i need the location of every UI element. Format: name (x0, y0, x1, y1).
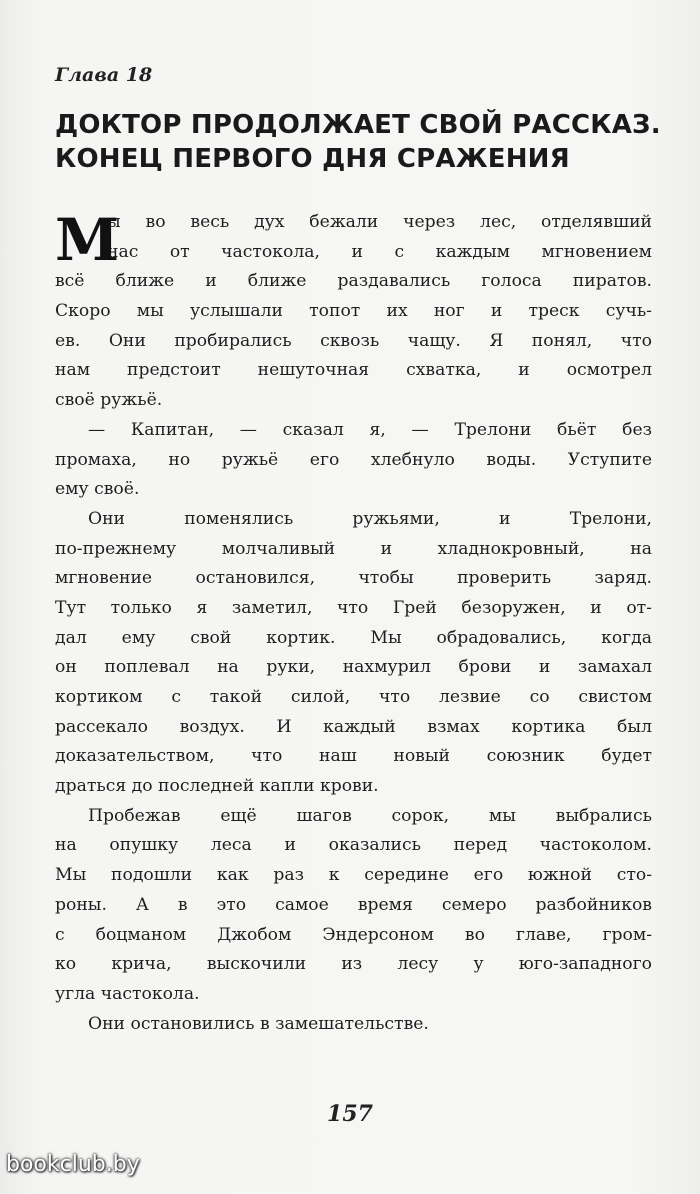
text-line: — Капитан, — сказал я, — Трелони бьёт без (88, 419, 652, 440)
chapter-title-line: ДОКТОР ПРОДОЛЖАЕТ СВОЙ РАССКАЗ. (55, 110, 661, 140)
text-line: мгновение остановился, чтобы проверить заряд. (55, 568, 652, 589)
paragraph (55, 1010, 652, 1040)
paragraph (55, 802, 652, 1010)
text-line: своё ружьё. (55, 390, 163, 411)
text-line: промаха, но ружьё его хлебнуло воды. Уступите (55, 449, 652, 470)
text-line: ев. Они пробирались сквозь чащу. Я понял, что (55, 330, 652, 351)
text-line: драться до последней капли крови. (55, 776, 379, 797)
text-line: Мы подошли как раз к середине его южной сто- (55, 865, 652, 886)
chapter-title-line: КОНЕЦ ПЕРВОГО ДНЯ СРАЖЕНИЯ (55, 144, 570, 174)
text-line: роны. А в это самое время семеро разбойников (55, 894, 652, 915)
text-line: рассекало воздух. И каждый взмах кортика был (55, 716, 652, 737)
paragraph (55, 505, 652, 802)
text-line: Тут только я заметил, что Грей безоружен, и от- (55, 597, 652, 618)
body-text (55, 208, 652, 1039)
drop-cap: М (55, 206, 120, 274)
text-line: угла частокола. (55, 983, 200, 1004)
chapter-title (55, 108, 661, 176)
watermark: bookclub.by (6, 1152, 140, 1177)
text-line: по-прежнему молчаливый и хладнокровный, на (55, 538, 652, 559)
text-line: кортиком с такой силой, что лезвие со свистом (55, 687, 652, 707)
text-line: он поплевал на руки, нахмурил брови и замахал (55, 657, 652, 678)
page-number: 157 (327, 1101, 373, 1127)
text-line: нас от частокола, и с каждым мгновением (107, 241, 652, 262)
text-line: Скоро мы услышали топот их ног и треск сучь- (55, 301, 652, 322)
text-line: Пробежав ещё шагов сорок, мы выбрались (88, 805, 652, 826)
paragraph (55, 208, 652, 416)
text-line: Они остановились в замешательстве. (88, 1013, 429, 1034)
text-line: ко крича, выскочили из лесу у юго-западного (55, 954, 652, 975)
text-line: ы во весь дух бежали через лес, отделявший (107, 212, 652, 232)
chapter-label: Глава 18 (55, 64, 153, 86)
text-line: с боцманом Джобом Эндерсоном во главе, гром- (55, 924, 652, 945)
text-line: Они поменялись ружьями, и Трелони, (88, 508, 652, 529)
text-line: доказательством, что наш новый союзник будет (55, 746, 652, 767)
text-line: нам предстоит нешуточная схватка, и осмотрел (55, 360, 652, 381)
text-line: ему своё. (55, 479, 140, 500)
paragraph (55, 416, 652, 505)
text-line: на опушку леса и оказались перед частоколом. (55, 835, 652, 856)
text-line: дал ему свой кортик. Мы обрадовались, когда (55, 627, 652, 648)
text-line: всё ближе и ближе раздавались голоса пиратов. (55, 271, 652, 292)
